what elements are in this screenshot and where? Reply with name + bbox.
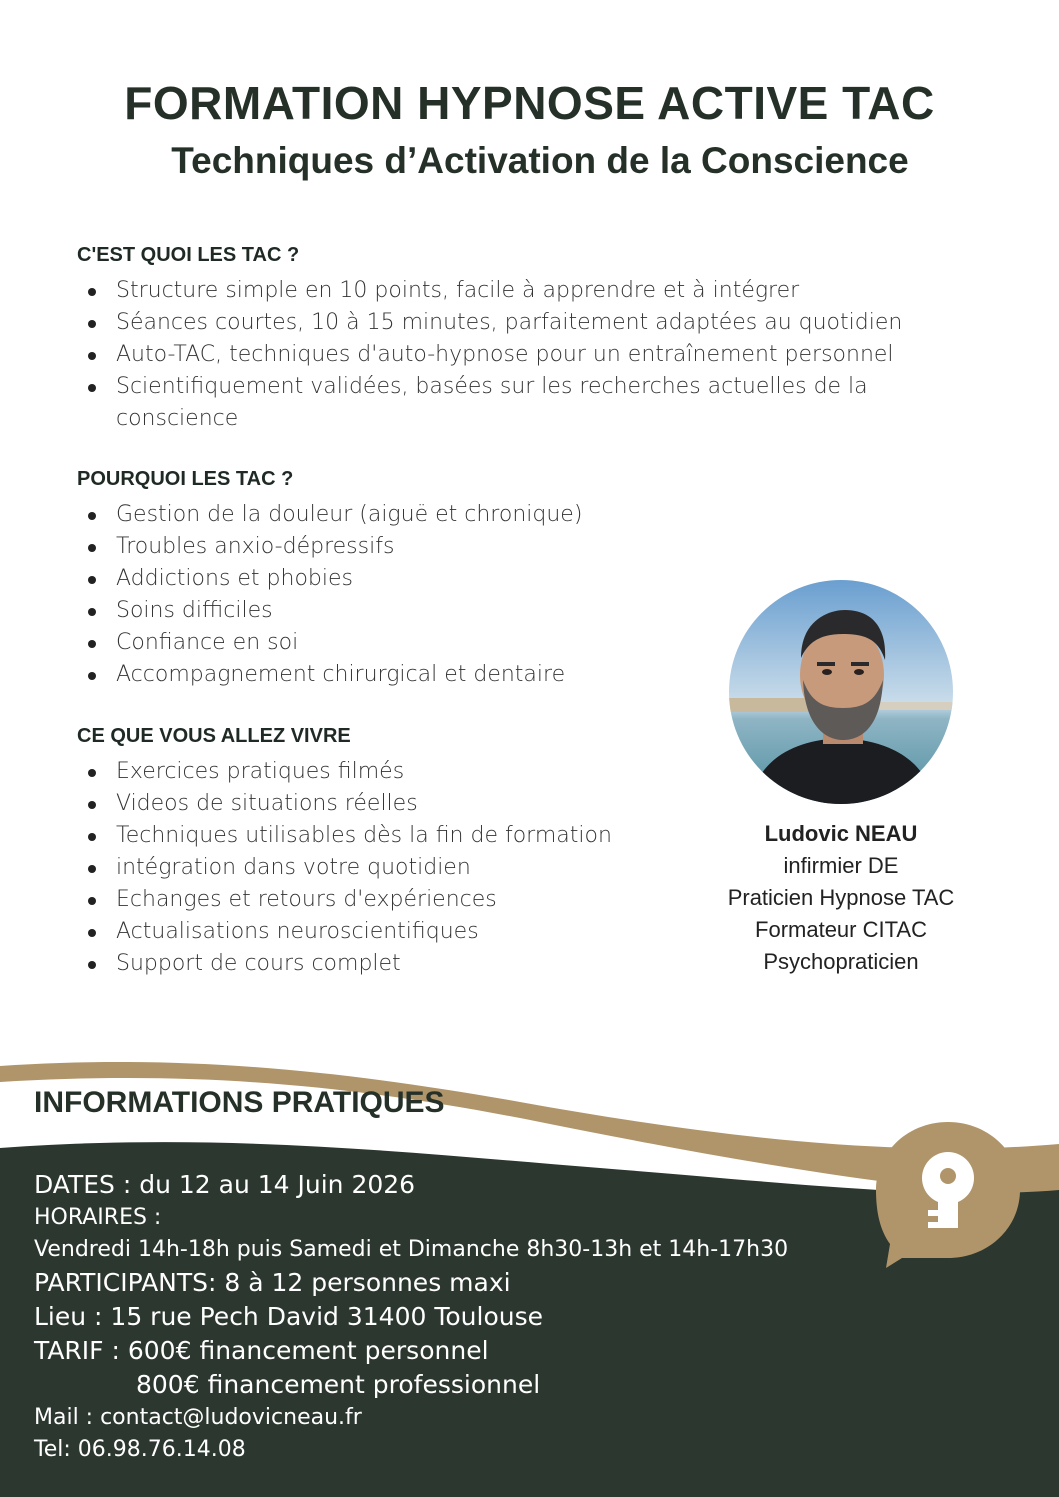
list-item: Support de cours complet: [77, 948, 697, 980]
trainer-title: Psychopraticien: [763, 949, 919, 974]
trainer-info: [690, 818, 992, 978]
page-subtitle: Techniques d’Activation de la Conscience: [171, 140, 909, 181]
trainer-title: infirmier DE: [783, 853, 899, 878]
section-heading: CE QUE VOUS ALLEZ VIVRE: [77, 725, 351, 747]
list-item: Confiance en soi: [77, 627, 697, 659]
section-why-tac: [77, 468, 697, 691]
list-item: Scientifiquement validées, basées sur les recherches actuelles de la conscience: [77, 371, 947, 435]
list-item: Séances courtes, 10 à 15 minutes, parfaitement adaptées au quotidien: [77, 307, 947, 339]
list-item: Auto-TAC, techniques d'auto-hypnose pour un entraînement personnel: [77, 339, 947, 371]
portrait-photo: [729, 580, 953, 804]
list-item: Videos de situations réelles: [77, 788, 697, 820]
info-lieu: Lieu : 15 rue Pech David 31400 Toulouse: [34, 1302, 543, 1331]
section-heading: C'EST QUOI LES TAC ?: [77, 244, 300, 266]
list-item: Addictions et phobies: [77, 563, 697, 595]
list-item: Soins difficiles: [77, 595, 697, 627]
trainer-title: Praticien Hypnose TAC: [727, 885, 955, 910]
info-tarif-pro: 800€ financement professionnel: [136, 1370, 541, 1399]
practical-info: [34, 1168, 894, 1466]
list-item: intégration dans votre quotidien: [77, 852, 697, 884]
bullet-list: [77, 499, 697, 691]
info-horaires-label: HORAIRES :: [34, 1205, 162, 1230]
info-heading: INFORMATIONS PRATIQUES: [34, 1086, 445, 1119]
section-heading: POURQUOI LES TAC ?: [77, 468, 294, 490]
section-what-you-will-live: [77, 725, 697, 980]
list-item: Actualisations neuroscientifiques: [77, 916, 697, 948]
list-item: Gestion de la douleur (aiguë et chronique): [77, 499, 697, 531]
info-tarif: TARIF : 600€ financement personnel: [34, 1336, 489, 1365]
info-dates: DATES : du 12 au 14 Juin 2026: [34, 1170, 416, 1199]
list-item: Echanges et retours d'expériences: [77, 884, 697, 916]
bullet-list: [77, 756, 697, 980]
info-participants: PARTICIPANTS: 8 à 12 personnes maxi: [34, 1268, 511, 1297]
trainer-portrait: [729, 580, 953, 804]
info-tel[interactable]: Tel: 06.98.76.14.08: [34, 1437, 246, 1462]
trainer-name: Ludovic NEAU: [764, 821, 918, 846]
section-what-is-tac: [77, 244, 947, 435]
list-item: Exercices pratiques filmés: [77, 756, 697, 788]
page-title: FORMATION HYPNOSE ACTIVE TAC: [124, 77, 935, 129]
info-horaires: Vendredi 14h-18h puis Samedi et Dimanche 8h30-13h et 14h-17h30: [34, 1237, 789, 1262]
info-mail[interactable]: Mail : contact@ludovicneau.fr: [34, 1405, 362, 1430]
list-item: Troubles anxio-dépressifs: [77, 531, 697, 563]
list-item: Techniques utilisables dès la fin de formation: [77, 820, 697, 852]
keyhole-key-icon: [872, 1118, 1024, 1268]
list-item: Accompagnement chirurgical et dentaire: [77, 659, 697, 691]
bullet-list: [77, 275, 947, 435]
trainer-title: Formateur CITAC: [755, 917, 927, 942]
list-item: Structure simple en 10 points, facile à apprendre et à intégrer: [77, 275, 947, 307]
